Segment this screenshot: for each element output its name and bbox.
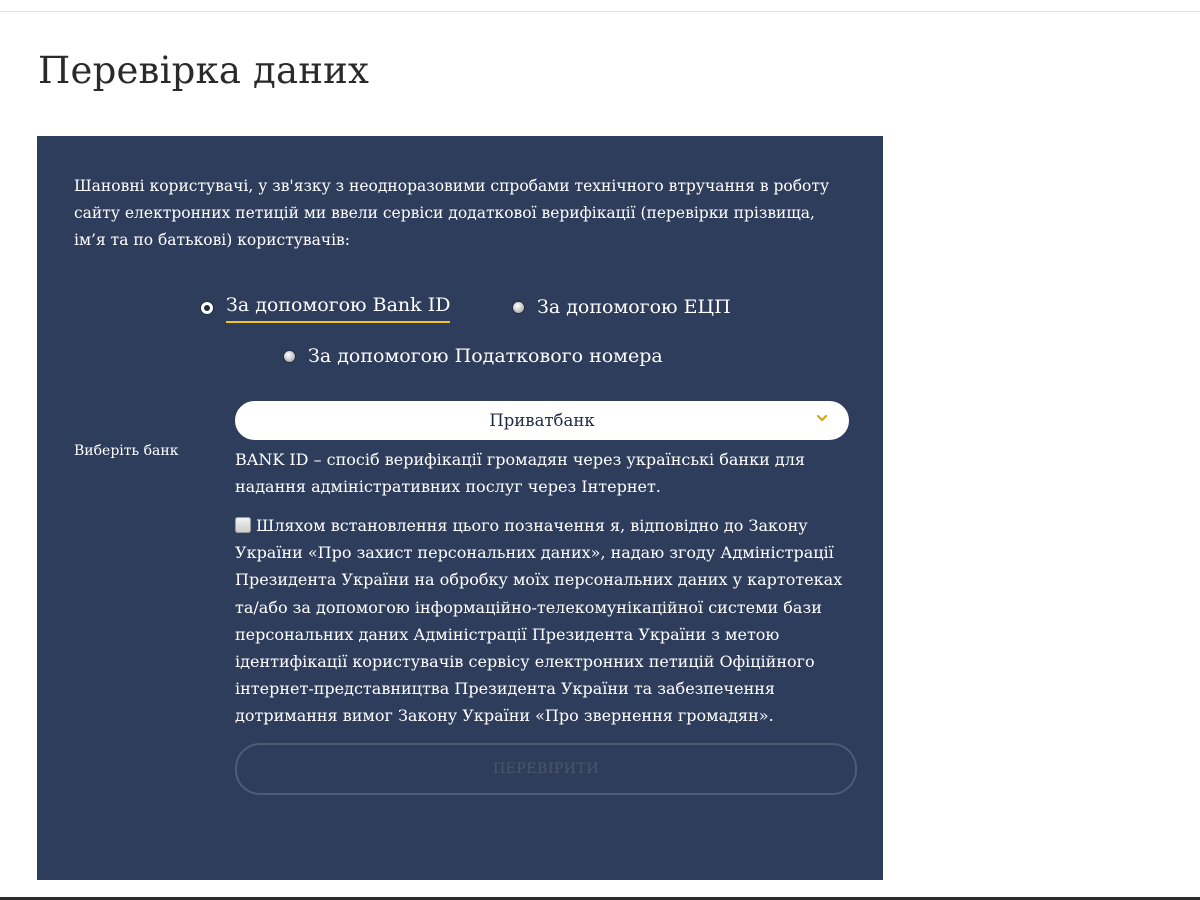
radio-ecp-label: За допомогою ЕЦП xyxy=(537,296,731,318)
radio-dot[interactable] xyxy=(284,351,295,362)
radio-dot[interactable] xyxy=(513,302,524,313)
radio-tax-number-label: За допомогою Податкового номера xyxy=(308,345,663,367)
radio-ecp[interactable] xyxy=(513,294,731,320)
top-divider xyxy=(0,11,1200,12)
page-title: Перевірка даних xyxy=(38,49,370,92)
chevron-down-icon[interactable] xyxy=(816,412,828,424)
radio-bank-id[interactable] xyxy=(201,292,450,323)
consent-text: Шляхом встановлення цього позначення я, відповідно до Закону України «Про захист персональних даних», надаю згоду Адміністрації Президента України на обробку моїх персональних даних у картотеках та/або за допомогою інформаційно-телекомунікаційної системи бази персональних даних Адміністрації Президента України з метою ідентифікації користувачів сервісу електронних петицій Офіційного інтернет-представництва Президента України та забезпечення дотримання вимог Закону України «Про звернення громадян». xyxy=(235,516,843,726)
bank-select-label: Виберіть банк xyxy=(74,443,179,459)
radio-dot-checked[interactable] xyxy=(201,302,213,314)
bank-select[interactable] xyxy=(235,401,849,440)
radio-tax-number[interactable] xyxy=(284,343,663,369)
radio-bank-id-label: За допомогою Bank ID xyxy=(226,292,450,323)
consent-checkbox[interactable] xyxy=(235,517,251,533)
bank-select-value: Приватбанк xyxy=(489,411,595,430)
intro-text: Шановні користувачі, у зв'язку з неодноразовими спробами технічного втручання в роботу сайту електронних петицій ми ввели сервіси додаткової верифікації (перевірки прізвища, ім’я та по батькові) користувачів: xyxy=(74,177,830,249)
consent-block xyxy=(235,512,847,730)
verify-button[interactable]: ПЕРЕВІРИТИ xyxy=(235,743,857,795)
verification-panel xyxy=(37,136,883,880)
bank-id-description: BANK ID – спосіб верифікації громадян через українські банки для надання адміністративних послуг через Інтернет. xyxy=(235,450,805,496)
